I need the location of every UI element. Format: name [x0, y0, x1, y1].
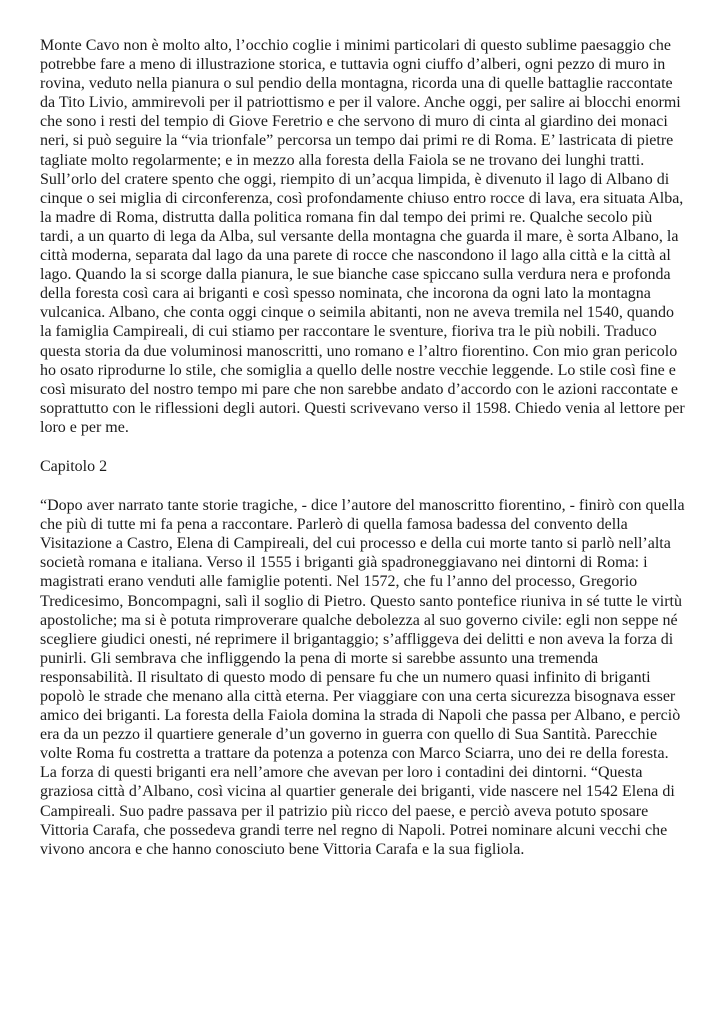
- paragraph-monte-cavo: Monte Cavo non è molto alto, l’occhio coglie i minimi particolari di questo sublime paesaggio che potrebbe fare a meno di illustrazione storica, e tuttavia ogni ciuffo d’alberi, ogni pezzo di muro in rovina, veduto nella pianura o sul pendio della montagna, ricorda una di quelle battaglie raccontate da Tito Livio, ammirevoli per il patriottismo e per il valore. Anche oggi, per salire ai blocchi enormi che sono i resti del tempio di Giove Feretrio e che servono di muro di cinta al giardino dei monaci neri, si può seguire la “via trionfale” percorsa un tempo dai primi re di Roma. E’ lastricata di pietre tagliate molto regolarmente; e in mezzo alla foresta della Faiola se ne trovano dei lunghi tratti. Sull’orlo del cratere spento che oggi, riempito di un’acqua limpida, è divenuto il lago di Albano di cinque o sei miglia di circonferenza, così profondamente chiuso entro rocce di lava, era situata Alba, la madre di Roma, distrutta dalla politica romana fin dal tempo dei primi re. Qualche secolo più tardi, a un quarto di lega da Alba, sul versante della montagna che guarda il mare, è sorta Albano, la città moderna, separata dal lago da una parete di rocce che nascondono il lago alla città e la città al lago. Quando la si scorge dalla pianura, le sue bianche case spiccano sulla verdura nera e profonda della foresta così cara ai briganti e così spesso nominata, che incorona da ogni lato la montagna vulcanica. Albano, che conta oggi cinque o seimila abitanti, non ne aveva tremila nel 1540, quando la famiglia Campireali, di cui stiamo per raccontare le sventure, fioriva tra le più nobili. Traduco questa storia da due voluminosi manoscritti, uno romano e l’altro fiorentino. Con mio gran pericolo ho osato riprodurne lo stile, che somiglia a quello delle nostre vecchie leggende. Lo stile così fine e così misurato del nostro tempo mi pare che non sarebbe andato d’accordo con le azioni raccontate e soprattutto con le riflessioni degli autori. Questi scrivevano verso il 1598. Chiedo venia al lettore per loro e per me.: [40, 37, 685, 436]
- chapter-heading: Capitolo 2: [40, 457, 108, 475]
- paragraph-capitolo-2: “Dopo aver narrato tante storie tragiche, - dice l’autore del manoscritto fiorentino, - finirò con quella che più di tutte mi fa pena a raccontare. Parlerò di quella famosa badessa del convento della Visitazione a Castro, Elena di Campireali, del cui processo e della cui morte tanto si parlò nell’alta società romana e italiana. Verso il 1555 i briganti già spadroneggiavano nei dintorni di Roma: i magistrati erano venduti alle famiglie potenti. Nel 1572, che fu l’anno del processo, Gregorio Tredicesimo, Boncompagni, salì il soglio di Pietro. Questo santo pontefice riuniva in sé tutte le virtù apostoliche; ma si è potuta rimproverare qualche debolezza al suo governo civile: egli non seppe né scegliere giudici onesti, né reprimere il brigantaggio; s’affliggeva dei delitti e non aveva la forza di punirli. Gli sembrava che infliggendo la pena di morte si sarebbe assunto una tremenda responsabilità. Il risultato di questo modo di pensare fu che un numero quasi infinito di briganti popolò le strade che menano alla città eterna. Per viaggiare con una certa sicurezza bisognava esser amico dei briganti. La foresta della Faiola domina la strada di Napoli che passa per Albano, e perciò era da un pezzo il quartiere generale d’un governo in guerra con quello di Sua Santità. Parecchie volte Roma fu costretta a trattare da potenza a potenza con Marco Sciarra, uno dei re della foresta. La forza di questi briganti era nell’amore che avevan per loro i contadini dei dintorni. “Questa graziosa città d’Albano, così vicina al quartier generale dei briganti, vide nascere nel 1542 Elena di Campireali. Suo padre passava per il patrizio più ricco del paese, e perciò aveva potuto sposare Vittoria Carafa, che possedeva grandi terre nel regno di Napoli. Potrei nominare alcuni vecchi che vivono ancora e che hanno conosciuto bene Vittoria Carafa e la sua figliola.: [40, 497, 685, 858]
